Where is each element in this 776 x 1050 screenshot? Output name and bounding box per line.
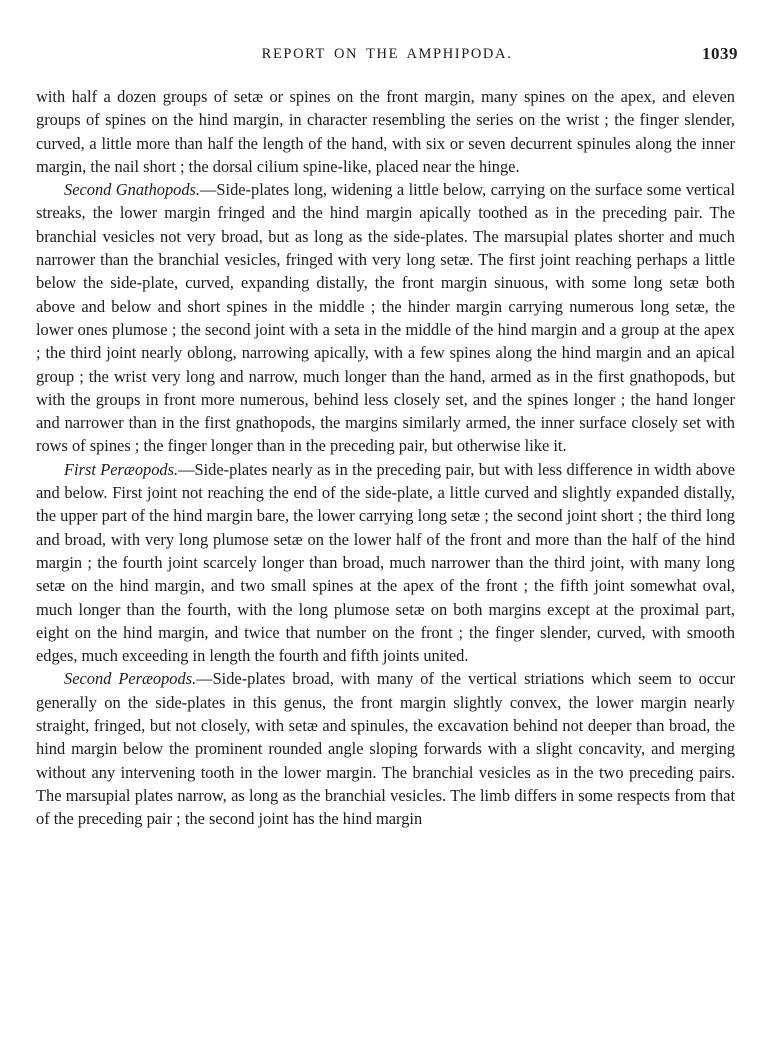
paragraph-continuation: with half a dozen groups of setæ or spines on the front margin, many spines on the apex, and eleven groups of spines on the hind margin, in character resembling the series on the wrist ; the finger slender, curved, a little more than half the length of the hand, with six or seven decurrent spinules along the inner margin, the nail short ; the dorsal cilium spine-like, placed near the hinge. <box>36 87 735 176</box>
paragraph-second-gnathopods <box>36 178 735 458</box>
heading-second-gnathopods: Second Gnathopods. <box>64 180 201 200</box>
heading-second-peraeopods: Second Peræopods. <box>64 669 197 689</box>
page-header <box>36 44 738 68</box>
page-number: 1039 <box>702 44 738 63</box>
text-second-gnathopods: —Side-plates long, widening a little below, carrying on the surface some vertical streaks, the lower margin fringed and the hind margin apically toothed as in the preceding pair. The branchial vesicles not very broad, but as long as the side-plates. The marsupial plates shorter and much narrower than the branchial vesicles, fringed with very long setæ. The first joint reaching perhaps a little below the side-plate, curved, expanding distally, the front margin sinuous, with some long setæ both above and below and short spines in the middle ; the hinder margin carrying numerous long setæ, the lower ones plumose ; the second joint with a seta in the middle of the hind margin and a group at the apex ; the third joint nearly oblong, narrowing apically, with a few spines along the hind margin and an apical group ; the wrist very long and narrow, much longer than the hand, armed as in the first gnathopods, but with the groups in front more numerous, behind less closely set, and the spines longer ; the hand longer and narrower than in the first gnathopods, the margins similarly armed, the inner surface closely set with rows of spines ; the finger longer than in the preceding pair, but otherwise like it. <box>36 180 735 456</box>
body-text <box>36 85 735 831</box>
text-first-peraeopods: —Side-plates nearly as in the preceding pair, but with less difference in width above and below. First joint not reaching the end of the side-plate, a little curved and slightly expanded distally, the upper part of the hind margin bare, the lower carrying long setæ ; the second joint short ; the third long and broad, with very long plumose setæ on the lower half of the front and more than the half of the hind margin ; the fourth joint scarcely longer than broad, much narrower than the third joint, with many long setæ on the hind margin, and two small spines at the apex of the front ; the fifth joint somewhat oval, much longer than the fourth, with the long plumose setæ on both margins except at the proximal part, eight on the hind margin, and twice that number on the front ; the finger slender, curved, with smooth edges, much exceeding in length the fourth and fifth joints united. <box>36 459 735 666</box>
heading-first-peraeopods: First Peræopods. <box>64 459 179 479</box>
paragraph-first-peraeopods <box>36 458 735 668</box>
paragraph-second-peraeopods <box>36 667 735 830</box>
text-second-peraeopods: —Side-plates broad, with many of the vertical striations which seem to occur generally on the side-plates in this genus, the front margin slightly convex, the lower margin nearly straight, fringed, but not closely, with setæ and spinules, the excavation behind not deeper than broad, the hind margin below the prominent rounded angle sloping forwards with a slight concavity, and merging without any intervening tooth in the lower margin. The branchial vesicles as in the two preceding pairs. The marsupial plates narrow, as long as the branchial vesicles. The limb differs in some respects from that of the preceding pair ; the second joint has the hind margin <box>36 669 735 829</box>
running-title: REPORT ON THE AMPHIPODA. <box>261 46 513 62</box>
